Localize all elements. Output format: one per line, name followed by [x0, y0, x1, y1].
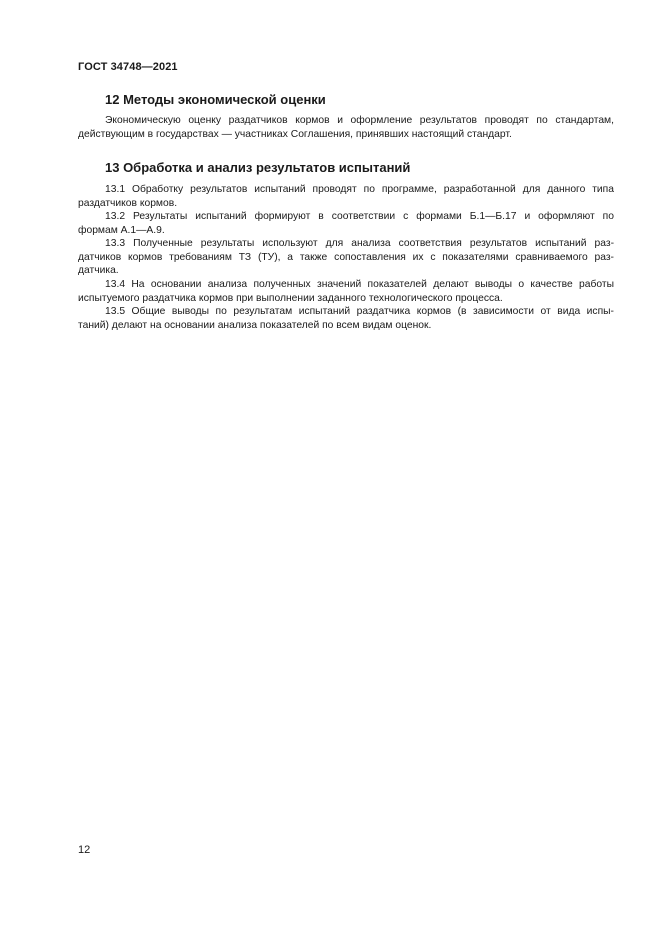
paragraph-line: формам А.1—А.9. [78, 224, 165, 236]
paragraph-line: испытуемого раздатчика кормов при выполнении заданного технологического процесса. [78, 292, 503, 304]
paragraph-line: датчика. [78, 265, 119, 277]
paragraph-line: таний) делают на основании анализа показателей по всем видам оценок. [78, 319, 432, 331]
page-number: 12 [78, 844, 91, 856]
paragraph-13-1 [78, 183, 614, 210]
section-12-paragraph [78, 114, 614, 141]
paragraph-line: 13.4 На основании анализа полученных значений показателей делают выводы о качестве работы [105, 279, 614, 290]
paragraph-line: 13.1 Обработку результатов испытаний проводят по программе, разработанной для данного типа [105, 184, 614, 195]
paragraph-13-5 [78, 305, 614, 332]
section-12-title: 12 Методы экономической оценки [105, 92, 326, 107]
paragraph-line: раздатчиков кормов. [78, 197, 178, 209]
paragraph-line: 13.2 Результаты испытаний формируют в соответствии с формами Б.1—Б.17 и оформляют по [105, 211, 614, 222]
paragraph-line: 13.5 Общие выводы по результатам испытаний раздатчика кормов (в зависимости от вида испы- [105, 306, 614, 317]
paragraph-line: Экономическую оценку раздатчиков кормов и оформление результатов проводят по стандартам, [105, 115, 614, 126]
paragraph-13-4 [78, 278, 614, 305]
paragraph-13-2 [78, 210, 614, 237]
paragraph-13-3 [78, 237, 614, 278]
paragraph-line: датчиков кормов требованиям ТЗ (ТУ), а также сопоставления их с показателями сравниваемого раз- [78, 251, 614, 263]
paragraph-line: действующим в государствах — участниках Соглашения, принявших настоящий стандарт. [78, 128, 512, 140]
document-code-header: ГОСТ 34748—2021 [78, 61, 178, 73]
section-13-title: 13 Обработка и анализ результатов испытаний [105, 160, 411, 175]
paragraph-line: 13.3 Полученные результаты используют для анализа соответствия результатов испытаний раз- [105, 238, 614, 249]
